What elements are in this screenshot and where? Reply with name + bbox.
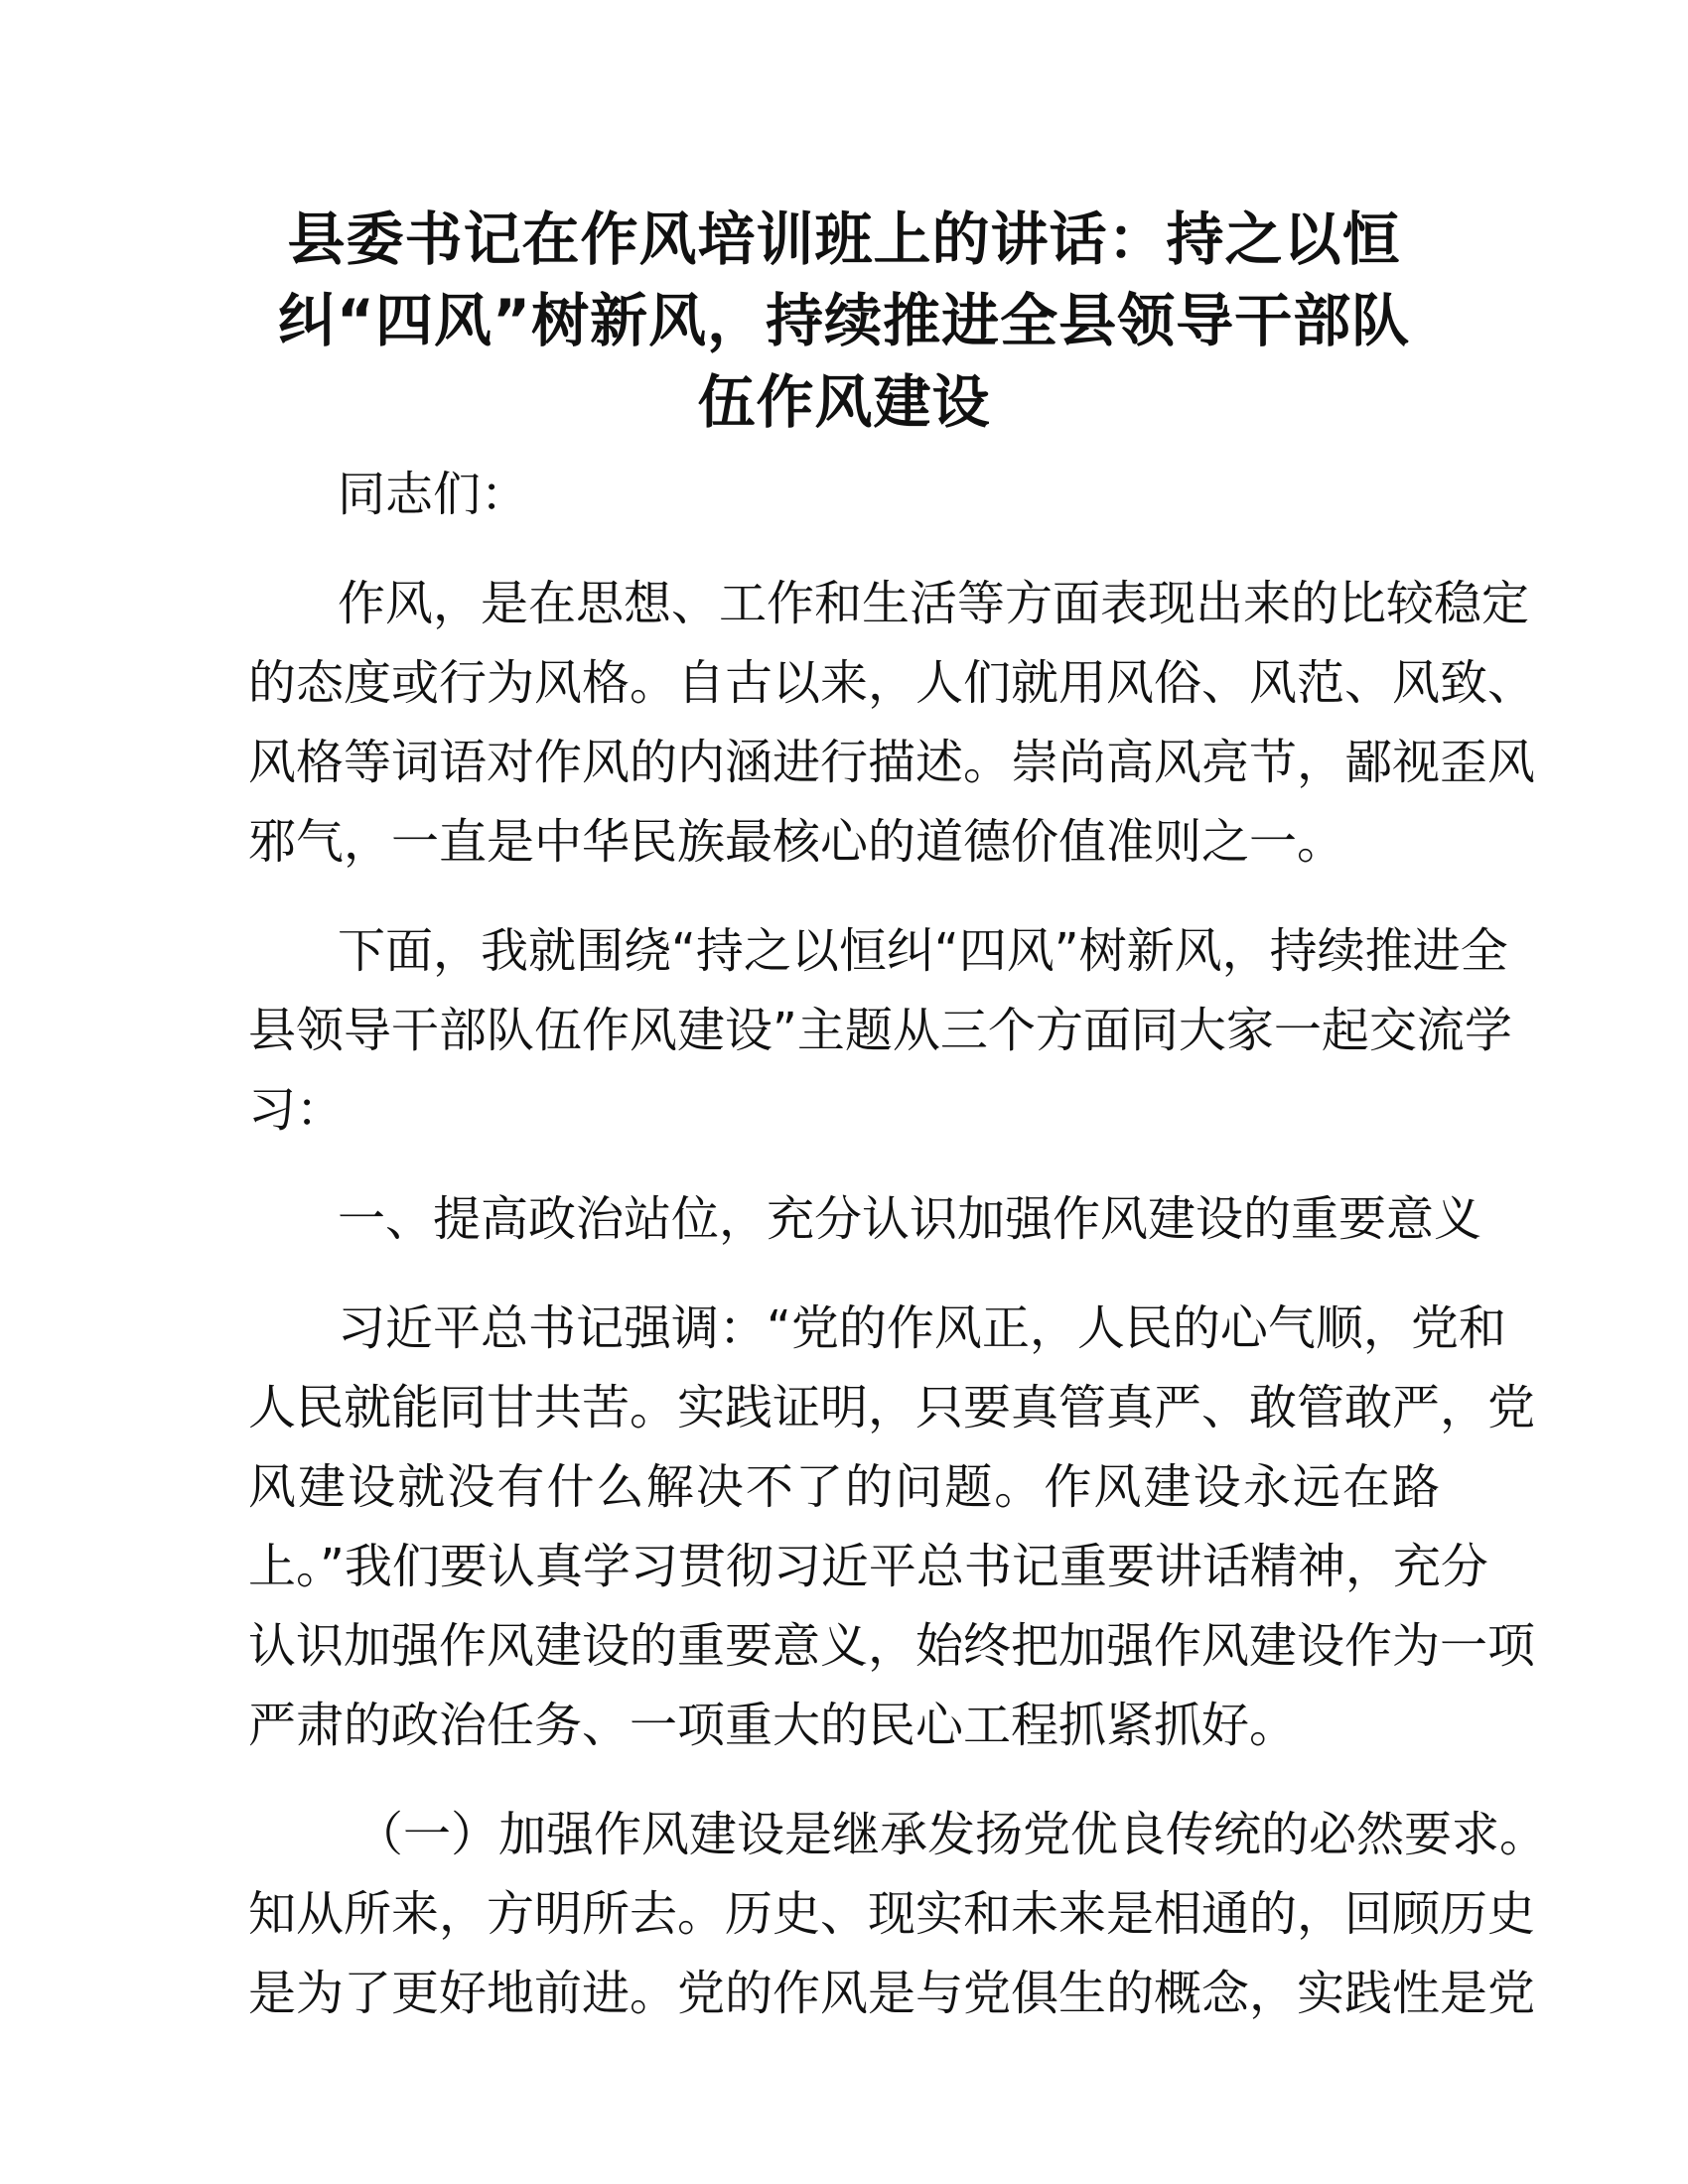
section-heading-1 xyxy=(248,1179,1482,1259)
paragraph-line: 人民就能同甘共苦。实践证明，只要真管真严、敢管敢严，党 xyxy=(248,1380,1536,1435)
paragraph-salutation xyxy=(248,455,1440,534)
paragraph-outline xyxy=(248,911,1512,1150)
paragraph-quote xyxy=(248,1289,1536,1765)
paragraph-line: 习： xyxy=(248,1082,345,1138)
paragraph-subsection-1 xyxy=(248,1795,1548,2033)
paragraph-line: 习近平总书记强调：“党的作风正，人民的心气顺，党和 xyxy=(338,1300,1506,1356)
paragraph-line: 风建设就没有什么解决不了的问题。作风建设永远在路 xyxy=(248,1459,1440,1515)
paragraph-line: 认识加强作风建设的重要意义，始终把加强作风建设作为一项 xyxy=(248,1618,1536,1674)
subsection-heading-line: （一）加强作风建设是继承发扬党优良传统的必然要求。 xyxy=(355,1807,1548,1862)
document-body xyxy=(248,455,1548,2063)
paragraph-line: 是为了更好地前进。党的作风是与党俱生的概念，实践性是党 xyxy=(248,1966,1536,2021)
page-title xyxy=(248,199,1440,443)
title-line: 伍作风建设 xyxy=(697,368,991,436)
paragraph-line: 的态度或行为风格。自古以来，人们就用风俗、风范、风致、 xyxy=(248,655,1536,711)
paragraph-line: 邪气，一直是中华民族最核心的道德价值准则之一。 xyxy=(248,814,1345,870)
paragraph-line: 下面，我就围绕“持之以恒纠“四风”树新风，持续推进全 xyxy=(338,923,1508,979)
paragraph-line: 县领导干部队伍作风建设”主题从三个方面同大家一起交流学 xyxy=(248,1003,1512,1058)
paragraph-line: 作风，是在思想、工作和生活等方面表现出来的比较稳定 xyxy=(338,576,1530,631)
paragraph-line: 严肃的政治任务、一项重大的民心工程抓紧抓好。 xyxy=(248,1698,1298,1753)
section-heading-line: 一、提高政治站位，充分认识加强作风建设的重要意义 xyxy=(338,1191,1482,1247)
paragraph-line: 同志们： xyxy=(338,467,529,522)
paragraph-line: 上。”我们要认真学习贯彻习近平总书记重要讲话精神，充分 xyxy=(248,1539,1488,1594)
paragraph-intro xyxy=(248,564,1536,882)
title-line: 纠“四风”树新风，持续推进全县领导干部队 xyxy=(277,287,1411,354)
title-line: 县委书记在作风培训班上的讲话：持之以恒 xyxy=(287,205,1401,273)
paragraph-line: 知从所来，方明所去。历史、现实和未来是相通的，回顾历史 xyxy=(248,1886,1536,1942)
paragraph-line: 风格等词语对作风的内涵进行描述。崇尚高风亮节，鄙视歪风 xyxy=(248,735,1536,790)
